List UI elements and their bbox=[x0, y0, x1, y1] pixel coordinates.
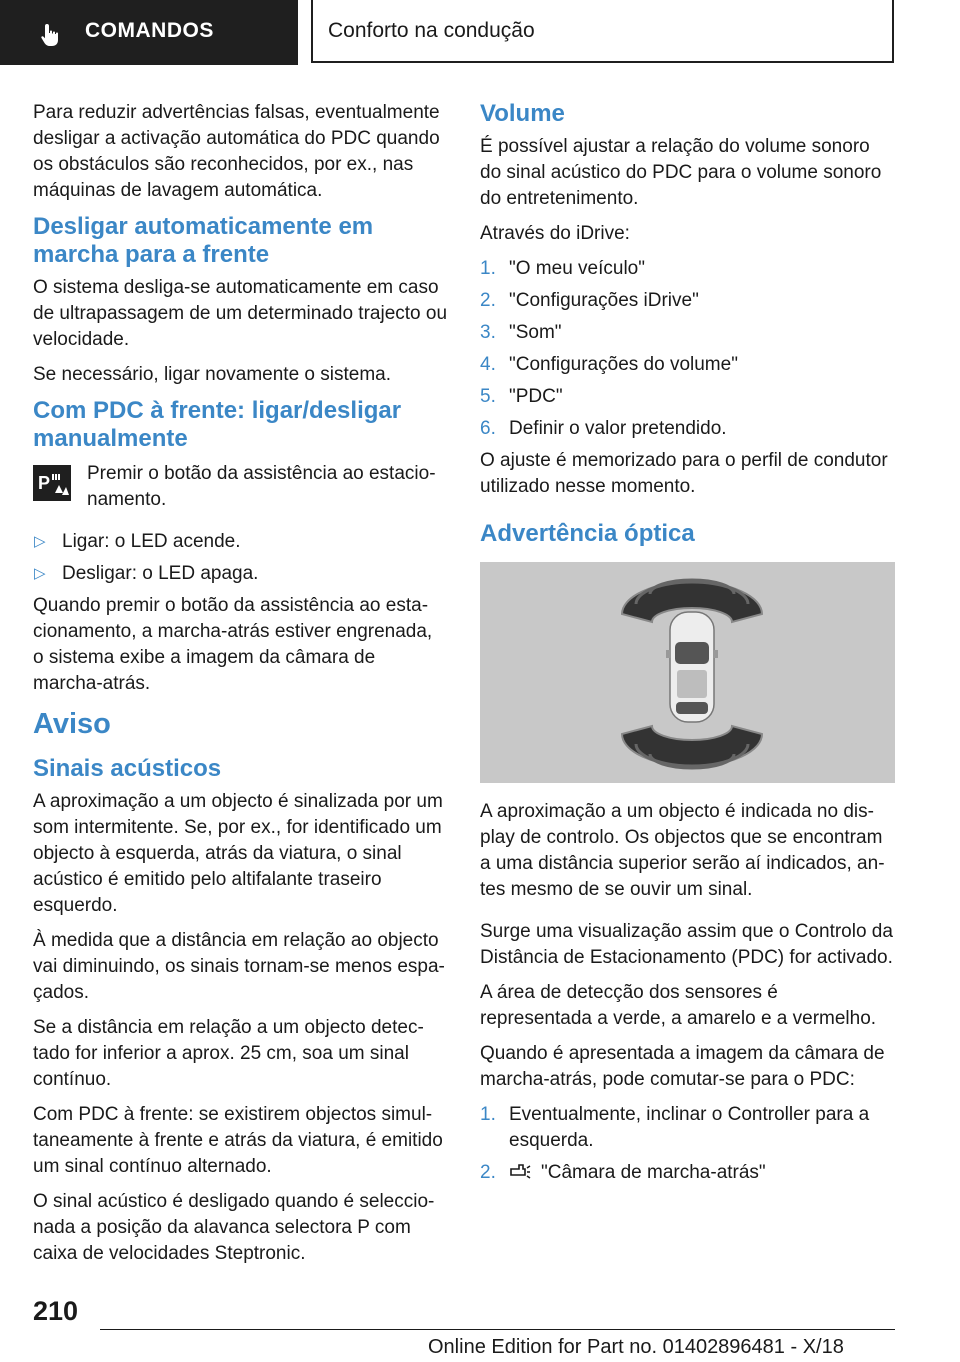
intro-paragraph: Para reduzir advertências falsas, eventualmente desligar a activação automática do PDC quando os obstáculos são reconhecidos, por ex., nas máquinas de lavagem automática. bbox=[33, 102, 440, 201]
left-column bbox=[33, 100, 448, 1276]
chapter-tab-label: COMANDOS bbox=[85, 19, 214, 42]
list-item bbox=[480, 288, 895, 314]
paragraph-optica-2: Surge uma visualização assim que o Controlo da Distância de Estacionamento (PDC) for activado. bbox=[480, 921, 893, 968]
list-item bbox=[33, 561, 448, 587]
list-item bbox=[480, 1160, 895, 1186]
step-text: "PDC" bbox=[509, 386, 563, 407]
page-number: 210 bbox=[33, 1296, 79, 1326]
paragraph-auto-off-1: O sistema desliga-se automaticamente em caso de ultrapassagem de um determinado trajecto ou velocidade. bbox=[33, 277, 448, 350]
led-status-list bbox=[33, 529, 448, 587]
footer-divider bbox=[100, 1329, 895, 1330]
step-number: 1. bbox=[480, 258, 496, 279]
heading-sinais: Sinais acústicos bbox=[33, 755, 222, 782]
footer-edition-text: Online Edition for Part no. 01402896481 - X/18 bbox=[428, 1336, 844, 1358]
triangle-bullet-icon: ▷ bbox=[34, 533, 46, 550]
step-number: 2. bbox=[480, 290, 496, 311]
step-number: 6. bbox=[480, 418, 496, 439]
paragraph-idrive: Através do iDrive: bbox=[480, 223, 630, 244]
paragraph-memorized: O ajuste é memorizado para o perfil de condutor utilizado nesse momento. bbox=[480, 450, 888, 497]
paragraph-sinais-5: O sinal acústico é desligado quando é seleccionada a posição da alavanca selectora P com caixa de velocidades Steptronic. bbox=[33, 1191, 435, 1264]
step-text: Definir o valor pretendido. bbox=[509, 418, 727, 439]
heading-auto-off: Desligar automaticamente em marcha para a frente bbox=[33, 213, 374, 268]
step-number: 1. bbox=[480, 1104, 496, 1125]
svg-text:P: P bbox=[38, 473, 51, 493]
section-header bbox=[311, 0, 894, 63]
hand-pointer-icon bbox=[38, 22, 64, 48]
rear-camera-icon bbox=[509, 1161, 531, 1181]
step-text: "Configurações do volume" bbox=[509, 354, 738, 375]
paragraph-sinais-1: A aproximação a um objecto é sinalizada por um som intermitente. Se, por ex., for identificado um objecto à esquerda, atrás da viatura, o sinal acústico é emitido pelo altifalante traseiro esquerdo. bbox=[33, 791, 443, 916]
paragraph-sinais-3: Se a distância em relação a um objecto detectado for inferior a aprox. 25 cm, soa um sinal contínuo. bbox=[33, 1017, 424, 1090]
heading-manual: Com PDC à frente: ligar/desligar manualmente bbox=[33, 397, 402, 452]
step-text: "Câmara de marcha-atrás" bbox=[541, 1162, 766, 1183]
parking-assist-button-icon bbox=[33, 465, 71, 501]
right-column bbox=[480, 100, 895, 1192]
triangle-bullet-icon: ▷ bbox=[34, 565, 46, 582]
heading-aviso: Aviso bbox=[33, 708, 111, 740]
step-number: 3. bbox=[480, 322, 496, 343]
paragraph-press-button: Premir o botão da assistência ao estacionamento. bbox=[87, 463, 436, 510]
list-item bbox=[480, 384, 895, 410]
paragraph-optica-1: A aproximação a um objecto é indicada no display de controlo. Os objectos que se encontram a uma distância superior serão aí indicados, antes mesmo de se ouvir um sinal. bbox=[480, 801, 885, 900]
step-text: Eventualmente, inclinar o Controller para a esquerda. bbox=[509, 1104, 870, 1151]
step-text: "Configurações iDrive" bbox=[509, 290, 699, 311]
step-text: "O meu veículo" bbox=[509, 258, 645, 279]
step-number: 5. bbox=[480, 386, 496, 407]
list-item bbox=[480, 1102, 895, 1154]
press-button-instruction bbox=[33, 461, 448, 513]
list-item bbox=[480, 416, 895, 442]
paragraph-reverse: Quando premir o botão da assistência ao estacionamento, a marcha-atrás estiver engrenada, o sistema exibe a imagem da câmara de marcha-atrás. bbox=[33, 595, 433, 694]
paragraph-sinais-2: À medida que a distância em relação ao objecto vai diminuindo, os sinais tornam-se menos espaçados. bbox=[33, 930, 445, 1003]
heading-optica: Advertência óptica bbox=[480, 520, 695, 547]
paragraph-optica-4: Quando é apresentada a imagem da câmara de marcha-atrás, pode comutar-se para o PDC: bbox=[480, 1043, 885, 1090]
heading-volume: Volume bbox=[480, 100, 565, 127]
bullet-text-off: Desligar: o LED apaga. bbox=[62, 563, 259, 584]
list-item bbox=[480, 352, 895, 378]
paragraph-volume: É possível ajustar a relação do volume sonoro do sinal acústico do PDC para o volume sonoro do entretenimento. bbox=[480, 136, 882, 209]
paragraph-sinais-4: Com PDC à frente: se existirem objectos simultaneamente à frente e atrás da viatura, é emitido um sinal contínuo alternado. bbox=[33, 1104, 443, 1177]
header-tab bbox=[0, 0, 298, 65]
list-item bbox=[480, 256, 895, 282]
step-text: "Som" bbox=[509, 322, 562, 343]
section-title: Conforto na condução bbox=[328, 19, 535, 42]
step-number: 2. bbox=[480, 1162, 496, 1183]
list-item bbox=[480, 320, 895, 346]
pdc-car-illustration bbox=[480, 562, 895, 783]
paragraph-optica-3: A área de detecção dos sensores é representada a verde, a amarelo e a vermelho. bbox=[480, 982, 877, 1029]
switch-to-pdc-steps bbox=[480, 1102, 895, 1186]
list-item bbox=[33, 529, 448, 555]
paragraph-auto-off-2: Se necessário, ligar novamente o sistema. bbox=[33, 364, 392, 385]
bullet-text-on: Ligar: o LED acende. bbox=[62, 531, 241, 552]
step-number: 4. bbox=[480, 354, 496, 375]
idrive-steps-list bbox=[480, 256, 895, 442]
pdc-display-illustration bbox=[480, 562, 895, 783]
